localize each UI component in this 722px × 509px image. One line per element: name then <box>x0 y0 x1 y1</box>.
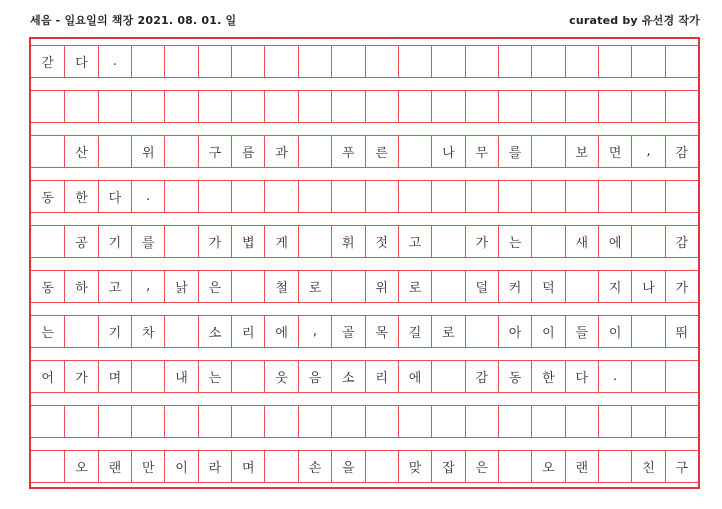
manuscript-cell <box>98 91 131 122</box>
manuscript-cell <box>231 46 264 77</box>
manuscript-cell: 감 <box>665 136 698 167</box>
manuscript-cell <box>498 451 531 482</box>
manuscript-cell <box>631 46 664 77</box>
manuscript-cell <box>431 46 464 77</box>
manuscript-cell <box>264 451 297 482</box>
manuscript-cell: 로 <box>298 271 331 302</box>
manuscript-cell <box>264 91 297 122</box>
manuscript-cell <box>365 181 398 212</box>
manuscript-cell <box>31 91 64 122</box>
manuscript-cell: 는 <box>198 361 231 392</box>
manuscript-cell: 다 <box>98 181 131 212</box>
manuscript-cell <box>431 361 464 392</box>
manuscript-cell <box>465 91 498 122</box>
manuscript-cell <box>31 136 64 167</box>
manuscript-row <box>31 90 698 123</box>
manuscript-cell: 에 <box>598 226 631 257</box>
manuscript-cell <box>598 451 631 482</box>
manuscript-cell: 가 <box>64 361 97 392</box>
manuscript-cell: 차 <box>131 316 164 347</box>
manuscript-cell: 고 <box>398 226 431 257</box>
manuscript-cell: 리 <box>231 316 264 347</box>
manuscript-cell: 친 <box>631 451 664 482</box>
manuscript-cell: 을 <box>331 451 364 482</box>
manuscript-cell <box>98 406 131 437</box>
manuscript-cell <box>531 181 564 212</box>
manuscript-cell: 산 <box>64 136 97 167</box>
manuscript-cell: 이 <box>598 316 631 347</box>
manuscript-cell <box>164 46 197 77</box>
manuscript-cell <box>365 46 398 77</box>
manuscript-cell: 푸 <box>331 136 364 167</box>
manuscript-cell <box>631 316 664 347</box>
manuscript-cell <box>465 181 498 212</box>
manuscript-cell: 어 <box>41 371 54 386</box>
manuscript-cell <box>331 271 364 302</box>
manuscript-cell <box>331 46 364 77</box>
manuscript-row <box>31 405 698 438</box>
manuscript-cell: 새 <box>565 226 598 257</box>
manuscript-cell <box>431 226 464 257</box>
manuscript-cell: 름 <box>231 136 264 167</box>
manuscript-cell <box>431 91 464 122</box>
manuscript-cell <box>631 181 664 212</box>
manuscript-cell: 덜 <box>465 271 498 302</box>
manuscript-cell <box>298 406 331 437</box>
manuscript-cell <box>198 406 231 437</box>
manuscript-row <box>31 360 698 393</box>
manuscript-cell <box>64 406 97 437</box>
manuscript-cell <box>298 46 331 77</box>
manuscript-cell <box>531 226 564 257</box>
manuscript-cell: 소 <box>331 361 364 392</box>
manuscript-cell <box>631 361 664 392</box>
manuscript-cell <box>665 181 698 212</box>
manuscript-cell: 른 <box>365 136 398 167</box>
manuscript-cell <box>398 46 431 77</box>
manuscript-cell <box>565 181 598 212</box>
manuscript-cell <box>398 91 431 122</box>
manuscript-cell: 기 <box>98 226 131 257</box>
manuscript-cell <box>164 181 197 212</box>
manuscript-cell <box>331 91 364 122</box>
manuscript-cell <box>631 406 664 437</box>
manuscript-cell: 위 <box>131 136 164 167</box>
manuscript-cell <box>498 91 531 122</box>
manuscript-cell <box>598 46 631 77</box>
manuscript-cell <box>565 271 598 302</box>
manuscript-cell: 로 <box>431 316 464 347</box>
manuscript-cell <box>98 136 131 167</box>
manuscript-cell: 에 <box>264 316 297 347</box>
header-title: 세음 - 일요일의 책장 2021. 08. 01. 일 <box>30 14 237 27</box>
manuscript-cell <box>164 91 197 122</box>
manuscript-cell: 웃 <box>264 361 297 392</box>
manuscript-cell: 로 <box>398 271 431 302</box>
manuscript-row <box>31 450 698 483</box>
manuscript-cell <box>498 181 531 212</box>
manuscript-cell: 랜 <box>565 451 598 482</box>
manuscript-cell <box>164 226 197 257</box>
manuscript-cell <box>231 406 264 437</box>
manuscript-cell: 에 <box>398 361 431 392</box>
manuscript-cell <box>198 181 231 212</box>
manuscript-cell: 잡 <box>431 451 464 482</box>
manuscript-cell <box>531 91 564 122</box>
manuscript-row <box>31 135 698 168</box>
manuscript-cell <box>298 181 331 212</box>
manuscript-row <box>31 315 698 348</box>
manuscript-cell: 동 <box>41 191 54 206</box>
manuscript-grid <box>29 37 700 489</box>
manuscript-cell: 들 <box>565 316 598 347</box>
manuscript-cell: 다 <box>64 46 97 77</box>
manuscript-cell <box>498 406 531 437</box>
manuscript-cell <box>231 271 264 302</box>
header-curator: curated by 유선경 작가 <box>569 14 700 27</box>
manuscript-cell: 며 <box>231 451 264 482</box>
manuscript-cell: 목 <box>365 316 398 347</box>
manuscript-cell: 커 <box>498 271 531 302</box>
manuscript-cell <box>398 406 431 437</box>
manuscript-cell: . <box>98 46 131 77</box>
manuscript-cell: 나 <box>431 136 464 167</box>
manuscript-cell: 휘 <box>331 226 364 257</box>
manuscript-cell <box>431 406 464 437</box>
manuscript-cell: 동 <box>41 281 54 296</box>
manuscript-cell <box>298 226 331 257</box>
manuscript-cell <box>531 406 564 437</box>
manuscript-cell <box>231 91 264 122</box>
manuscript-cell: 덕 <box>531 271 564 302</box>
manuscript-cell: 공 <box>64 226 97 257</box>
manuscript-cell <box>398 136 431 167</box>
manuscript-cell: , <box>298 316 331 347</box>
manuscript-cell: 낡 <box>164 271 197 302</box>
manuscript-cell: 철 <box>264 271 297 302</box>
manuscript-cell: 길 <box>398 316 431 347</box>
manuscript-cell: 보 <box>565 136 598 167</box>
manuscript-cell: , <box>131 271 164 302</box>
manuscript-cell <box>231 361 264 392</box>
manuscript-cell <box>431 271 464 302</box>
manuscript-cell: 는 <box>41 326 54 341</box>
manuscript-cell: 구 <box>665 451 698 482</box>
manuscript-cell <box>598 181 631 212</box>
manuscript-cell: 를 <box>498 136 531 167</box>
manuscript-cell <box>131 406 164 437</box>
manuscript-cell: 구 <box>198 136 231 167</box>
manuscript-row <box>31 45 698 78</box>
manuscript-cell <box>498 46 531 77</box>
manuscript-cell <box>565 46 598 77</box>
manuscript-cell: 손 <box>298 451 331 482</box>
manuscript-cell <box>565 406 598 437</box>
manuscript-cell <box>465 46 498 77</box>
manuscript-cell <box>264 406 297 437</box>
manuscript-cell <box>665 406 698 437</box>
manuscript-cell <box>431 181 464 212</box>
manuscript-cell: 감 <box>665 226 698 257</box>
manuscript-cell <box>665 361 698 392</box>
manuscript-cell: 한 <box>531 361 564 392</box>
manuscript-cell: . <box>131 181 164 212</box>
manuscript-cell <box>131 361 164 392</box>
manuscript-cell: 며 <box>98 361 131 392</box>
manuscript-cell: 소 <box>198 316 231 347</box>
manuscript-cell <box>264 181 297 212</box>
manuscript-cell: 볍 <box>231 226 264 257</box>
manuscript-cell <box>164 406 197 437</box>
manuscript-cell <box>465 406 498 437</box>
manuscript-cell <box>365 451 398 482</box>
manuscript-cell: 지 <box>598 271 631 302</box>
manuscript-cell: 젓 <box>365 226 398 257</box>
manuscript-cell <box>131 46 164 77</box>
manuscript-cell <box>598 91 631 122</box>
manuscript-cell: 이 <box>164 451 197 482</box>
manuscript-cell: 다 <box>565 361 598 392</box>
manuscript-cell: 무 <box>465 136 498 167</box>
manuscript-cell <box>298 91 331 122</box>
manuscript-cell <box>631 91 664 122</box>
manuscript-cell: 은 <box>465 451 498 482</box>
manuscript-cell: 라 <box>198 451 231 482</box>
manuscript-cell <box>198 91 231 122</box>
manuscript-cell: 이 <box>531 316 564 347</box>
manuscript-cell: 하 <box>64 271 97 302</box>
manuscript-cell: 한 <box>64 181 97 212</box>
manuscript-cell <box>365 406 398 437</box>
manuscript-cell <box>31 451 64 482</box>
manuscript-row <box>31 225 698 258</box>
manuscript-cell <box>298 136 331 167</box>
manuscript-cell: 감 <box>465 361 498 392</box>
manuscript-cell: 오 <box>531 451 564 482</box>
manuscript-cell <box>31 406 64 437</box>
manuscript-cell <box>565 91 598 122</box>
manuscript-cell <box>264 46 297 77</box>
manuscript-cell <box>598 406 631 437</box>
manuscript-cell: 가 <box>198 226 231 257</box>
manuscript-cell: 가 <box>465 226 498 257</box>
manuscript-row <box>31 270 698 303</box>
manuscript-cell <box>665 46 698 77</box>
manuscript-cell <box>331 181 364 212</box>
manuscript-cell: , <box>631 136 664 167</box>
manuscript-cell: 게 <box>264 226 297 257</box>
manuscript-cell <box>131 91 164 122</box>
manuscript-cell <box>231 181 264 212</box>
manuscript-cell: 위 <box>365 271 398 302</box>
manuscript-cell <box>164 136 197 167</box>
manuscript-cell <box>64 91 97 122</box>
manuscript-cell <box>465 316 498 347</box>
manuscript-cell <box>64 316 97 347</box>
manuscript-cell <box>31 226 64 257</box>
manuscript-cell: 기 <box>98 316 131 347</box>
manuscript-cell: 골 <box>331 316 364 347</box>
manuscript-cell: 리 <box>365 361 398 392</box>
manuscript-cell: 갇 <box>41 56 54 71</box>
manuscript-cell: 뛰 <box>665 316 698 347</box>
manuscript-cell: 음 <box>298 361 331 392</box>
manuscript-cell: 를 <box>131 226 164 257</box>
manuscript-cell: 면 <box>598 136 631 167</box>
manuscript-cell: 만 <box>131 451 164 482</box>
manuscript-cell: 랜 <box>98 451 131 482</box>
manuscript-cell <box>331 406 364 437</box>
manuscript-cell <box>164 316 197 347</box>
manuscript-cell: 은 <box>198 271 231 302</box>
manuscript-cell: 동 <box>498 361 531 392</box>
manuscript-cell: 내 <box>164 361 197 392</box>
manuscript-cell <box>365 91 398 122</box>
manuscript-cell <box>398 181 431 212</box>
manuscript-cell <box>531 46 564 77</box>
manuscript-cell <box>665 91 698 122</box>
manuscript-cell: . <box>598 361 631 392</box>
manuscript-cell <box>631 226 664 257</box>
manuscript-cell <box>531 136 564 167</box>
manuscript-cell: 과 <box>264 136 297 167</box>
manuscript-row <box>31 180 698 213</box>
manuscript-cell: 오 <box>64 451 97 482</box>
manuscript-cell: 가 <box>665 271 698 302</box>
manuscript-cell: 아 <box>498 316 531 347</box>
manuscript-cell: 맞 <box>398 451 431 482</box>
manuscript-cell: 나 <box>631 271 664 302</box>
manuscript-cell: 는 <box>498 226 531 257</box>
manuscript-cell <box>198 46 231 77</box>
manuscript-cell: 고 <box>98 271 131 302</box>
